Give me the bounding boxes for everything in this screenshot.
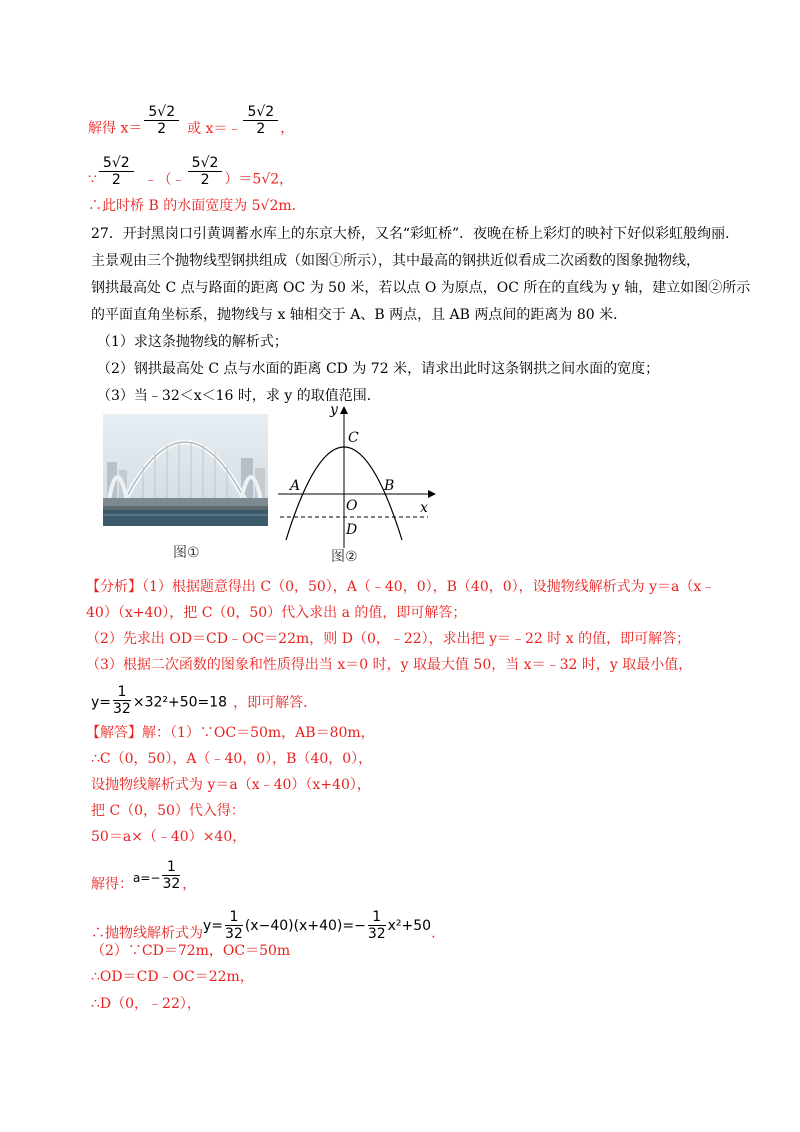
formula-rest: ×32²+50=18: [132, 694, 228, 711]
problem-line-2: 主景观由三个抛物线型钢拱组成（如图①所示），其中最高的钢拱近似看成二次函数的图象抛物线，: [91, 253, 700, 269]
parabola-tail: x²+50: [387, 917, 432, 934]
fraction: $\frac{1}{32}$: [225, 909, 243, 942]
solution-x-line: [88, 104, 295, 145]
fraction: $\frac{1}{32}$: [367, 909, 386, 942]
answer-line-9: ∴OD＝CD﹣OC＝22m，: [91, 969, 254, 985]
because-symbol: ∵: [88, 171, 97, 188]
fraction: $\frac{5√2}{2}$: [144, 104, 179, 137]
answer-line-8: （2）∵CD＝72m，OC＝50m: [91, 943, 291, 959]
y-axis-arrow: [340, 406, 348, 414]
analysis-line-4: （3）根据二次函数的图象和性质得出当 x＝0 时，y 取最大值 50，当 x＝﹣32 时，y 取最小值，: [86, 657, 693, 673]
fraction: $\frac{1}{32}$: [162, 859, 181, 892]
figure-1-caption: 图①: [173, 545, 200, 561]
fraction: $\frac{5√2}{2}$: [243, 104, 278, 137]
label-B: B: [384, 478, 395, 494]
parabola-diagram: [278, 400, 438, 550]
figure-2-caption: 图②: [331, 549, 358, 565]
answer-line-10: ∴D（0，﹣22），: [91, 996, 201, 1012]
comma: ，: [280, 120, 295, 137]
solve-label: 解得：: [91, 876, 133, 893]
question-3: （3）当﹣32＜x＜16 时，求 y 的取值范围．: [97, 388, 381, 404]
bridge-photo: [103, 414, 268, 526]
formula-tail: ，即可解答．: [233, 694, 318, 711]
or-text: 或 x＝﹣: [187, 120, 242, 137]
analysis-line-3: （2）先求出 OD＝CD﹣OC＝22m，则 D（0，﹣22），求出把 y＝﹣22 时 x 的值，即可解答；: [86, 631, 691, 647]
answer-line-2: ∴C（0，50），A（﹣40，0），B（40，0），: [91, 751, 373, 767]
period: .: [431, 925, 436, 942]
a-eq: a=−: [133, 870, 161, 885]
question-2: （2）钢拱最高处 C 点与水面的距离 CD 为 72 米，请求出此时这条钢拱之间水面的宽度；: [97, 361, 660, 377]
parabola-mid: (x−40)(x+40)=−: [244, 917, 366, 934]
answer-line-1: 【解答】解：（1）∵OC＝50m，AB＝80m，: [86, 725, 375, 741]
label-x: x: [420, 500, 428, 516]
analysis-line-1: 【分析】（1）根据题意得出 C（0，50），A（﹣40，0），B（40，0），设抛物线解析式为 y＝a（x﹣: [86, 579, 716, 595]
label-D: D: [346, 522, 358, 538]
fraction: $\frac{5√2}{2}$: [188, 155, 223, 188]
analysis-line-2: 40）（x+40），把 C（0，50）代入求出 a 的值，即可解答；: [86, 605, 467, 621]
problem-line-4: 的平面直角坐标系，抛物线与 x 轴相交于 A、B 两点，且 AB 两点间的距离为 80 米．: [91, 307, 628, 323]
answer-line-5: 50＝a×（﹣40）×40，: [91, 829, 247, 845]
label-C: C: [348, 430, 359, 446]
solve-prefix: 解得 x＝: [88, 120, 143, 137]
formula-y: y=: [91, 694, 112, 711]
parabola-y: y=: [203, 917, 224, 934]
answer-line-3: 设抛物线解析式为 y＝a（x﹣40）（x+40），: [91, 777, 371, 793]
problem-line-1: 27．开封黑岗口引黄调蓄水库上的东京大桥，又名“彩虹桥”．夜晚在桥上彩灯的映衬下好似彩虹般绚丽．: [91, 226, 740, 242]
minus-paren: ﹣（﹣: [143, 171, 186, 188]
answer-line-4: 把 C（0，50）代入得：: [91, 803, 245, 819]
question-1: （1）求这条抛物线的解析式；: [97, 334, 288, 350]
answer-a-line: [91, 859, 197, 901]
problem-line-3: 钢拱最高处 C 点与路面的距离 OC 为 50 米，若以点 O 为原点，OC 所在的直线为 y 轴，建立如图②所示: [91, 280, 751, 296]
fraction: $\frac{5√2}{2}$: [99, 155, 134, 188]
label-A: A: [290, 478, 301, 494]
label-y: y: [330, 402, 338, 418]
width-difference-line: [88, 155, 294, 196]
eq-result: ）＝5√2，: [224, 171, 294, 188]
analysis-formula: [91, 686, 317, 719]
x-axis-arrow: [428, 490, 436, 498]
fraction: $\frac{1}{32}$: [113, 684, 131, 717]
comma: ，: [182, 876, 197, 893]
conclusion-line: ∴此时桥 B 的水面宽度为 5√2m．: [88, 198, 306, 214]
parabola-label: ∴抛物线解析式为: [91, 925, 203, 942]
label-O: O: [346, 498, 358, 514]
